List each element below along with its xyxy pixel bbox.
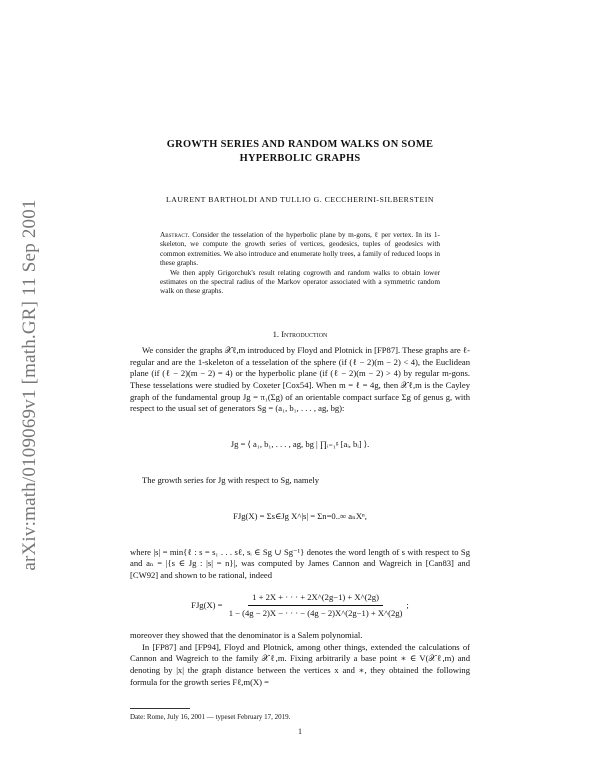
body-text (130, 345, 470, 689)
paragraph-5: In [FP87] and [FP94], Floyd and Plotnick, among other things, extended the calculations of Cannon and Wagreich to the family 𝒳ℓ,m. Fixing arbitrarily a base point ∗ ∈ V(𝒳ℓ,m) and denoting by |x| the graph distance between the vertices x and ∗, they obtained the following formula for the growth series Fℓ,m(X) = (130, 641, 470, 687)
paragraph-1: We consider the graphs 𝒳ℓ,m introduced by Floyd and Plotnick in [FP87]. These graphs are ℓ-regular and are the 1-skeleton of a tesselation of the sphere (if (ℓ − 2)(m − 2) < 4), the Euclidean plane (if (ℓ − 2)(m − 2) = 4) or the hyperbolic plane (if (ℓ − 2)(m − 2) > 4) by regular m-gons. These tesselations were studied by Coxeter [Cox54]. When m = ℓ = 4g, then 𝒳ℓ,m is the Cayley graph of the fundamental group Jg = π₁(Σg) of an orientable compact surface Σg of genus g, with respect to the usual set of generators Sg = (a₁, b₁, . . . , ag, bg): (130, 344, 470, 414)
equation-numerator: 1 + 2X + · · · + 2X^(2g−1) + X^(2g) (248, 592, 383, 607)
equation-terminator: ; (406, 600, 409, 611)
equation-fraction (225, 592, 407, 620)
paper-authors: LAURENT BARTHOLDI AND TULLIO G. CECCHERINI-SILBERSTEIN (166, 195, 434, 204)
equation-denominator: 1 − (4g − 2)X − · · · − (4g − 2)X^(2g−1) + X^(2g) (228, 608, 403, 619)
paper-title (130, 138, 470, 165)
abstract-text-1: Consider the tesselation of the hyperbolic plane by m-gons, ℓ per vertex. In its 1-skeleton, we compute the growth series of vertices, geodesics, tuples of geodesics with common extremities. We also introduce and enumerate holly trees, a family of reduced loops in these graphs. (160, 230, 440, 268)
footnote-date: Date: Rome, July 16, 2001 — typeset February 17, 2019. (130, 713, 291, 721)
paragraph-2: The growth series for Jg with respect to Sg, namely (142, 475, 320, 486)
abstract (160, 230, 440, 296)
paper-page (130, 138, 470, 688)
paragraph-3: where |s| = min{ℓ : s = s₁ . . . sℓ, sᵢ ∈ Sg ∪ Sg⁻¹} denotes the word length of s with respect to Sg and aₙ = |{s ∈ Jg : |s| = n}|, was computed by James Cannon and Wagreich in [Can83] and [CW92] and shown to be rational, indeed (130, 546, 470, 581)
arxiv-identifier: arXiv:math/0109069v1 [math.GR] 11 Sep 2001 (19, 199, 40, 571)
title-line-1: GROWTH SERIES AND RANDOM WALKS ON SOME (166, 139, 434, 150)
abstract-paragraph-2: We then apply Grigorchuk's result relating cogrowth and random walks to obtain lower estimates on the spectral radius of the Markov operator associated with a symmetric random walk on these graphs. (160, 267, 440, 296)
footnote-rule (130, 708, 190, 709)
equation-lhs: FJg(X) = (191, 600, 223, 611)
paragraph-4: moreover they showed that the denominator is a Salem polynomial. (130, 629, 363, 640)
arxiv-sidebar-stamp (10, 150, 50, 620)
title-line-2: HYPERBOLIC GRAPHS (239, 152, 361, 164)
equation-growth-series: FJg(X) = Σs∈Jg X^|s| = Σn=0..∞ aₙXⁿ, (233, 510, 367, 521)
section-heading: 1. Introduction (272, 328, 328, 339)
equation-rational-form (130, 591, 470, 621)
abstract-label: Abstract. (160, 230, 190, 239)
page-number: 1 (298, 727, 302, 736)
abstract-paragraph-1 (160, 230, 440, 268)
footnote (130, 708, 470, 721)
equation-presentation: Jg = ⟨ a₁, b₁, . . . , ag, bg | ∏ᵢ₌₁ᵍ [aᵢ, bᵢ] ⟩. (230, 439, 370, 450)
